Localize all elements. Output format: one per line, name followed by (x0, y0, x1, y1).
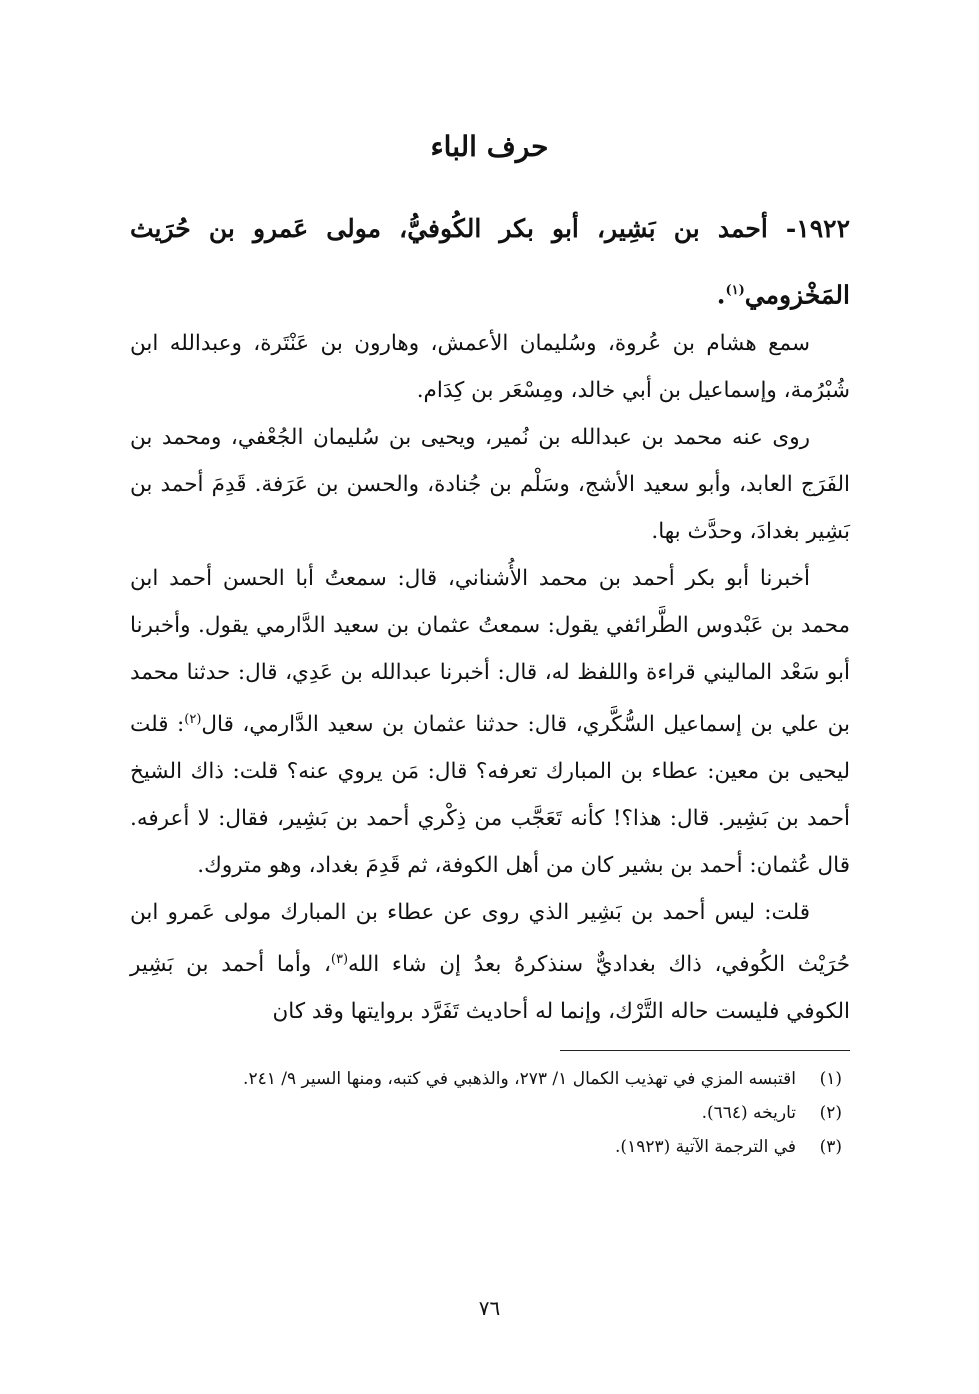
comment-text-a: قلت: ليس أحمد بن بَشِير الذي روى عن عطاء بن المبارك مولى عَمرو ابن حُرَيْث الكُوفي، ذاك بغداديٌّ سنذكرهُ بعدُ إن شاء الله (130, 900, 851, 978)
footnote-ref-1: (١) (725, 283, 745, 298)
footnote-item (130, 1130, 850, 1164)
paragraph-narration (130, 555, 850, 889)
footnote-text: تاريخه (٦٦٤). (701, 1103, 796, 1123)
narration-text-a: أخبرنا أبو بكر أحمد بن محمد الأُشناني، قال: سمعتُ أبا الحسن أحمد ابن محمد بن عَبْدوس الطَّرائفي يقول: سمعتُ عثمان بن سعيد الدَّارمي يقول. وأخبرنا أبو سَعْد الماليني قراءة واللفظ له، قال: أخبرنا عبدالله بن عَدِي، قال: حدثنا محمد بن علي بن إسماعيل السُّكَّري، قال: حدثنا عثمان بن سعيد الدَّارمي، قال (130, 566, 850, 738)
paragraph-teachers: سمع هشام بن عُروة، وسُليمان الأعمش، وهارون بن عَنْتَرة، وعبدالله ابن شُبْرُمة، وإسماعيل بن أبي خالد، ومِسْعَر بن كِدَام. (130, 331, 850, 403)
body-text (130, 320, 850, 1035)
paragraph-comment (130, 889, 850, 1035)
footnote-number: (٣) (819, 1137, 842, 1157)
footnote-divider (560, 1050, 850, 1051)
page-number: ٧٦ (478, 1296, 501, 1320)
footnote-item (130, 1096, 850, 1130)
footnotes (130, 1062, 850, 1164)
entry-title-text: ١٩٢٢- أحمد بن بَشِير، أبو بكر الكُوفيُّ، مولى عَمرو بن حُرَيث المَخْزومي (130, 214, 850, 310)
footnote-number: (١) (819, 1069, 842, 1089)
chapter-heading: حرف الباء (430, 130, 549, 163)
footnote-ref-3: (٣) (330, 952, 349, 968)
comment-text-b: ، وأما أحمد بن بَشِير الكوفي فليست حاله التَّرْك، وإنما له أحاديث تَفَرَّد بروايتها وقد كان (130, 952, 850, 1025)
entry-title (130, 198, 850, 326)
narration-text-b: : قلت ليحيى بن معين: عطاء بن المبارك تعرفه؟ قال: مَن يروي عنه؟ قلت: ذاك الشيخ أحمد بن بَشِير. قال: هذا؟! كأنه تَعَجَّب من ذِكْري أحمد بن بَشِير، فقال: لا أعرفه. قال عُثمان: أحمد بن بشير كان من أهل الكوفة، ثم قَدِمَ بغداد، وهو متروك. (130, 712, 850, 879)
footnote-text: في الترجمة الآتية (١٩٢٣). (615, 1137, 796, 1157)
footnote-ref-2: (٢) (184, 712, 202, 727)
footnote-item (130, 1062, 850, 1096)
entry-title-period: . (716, 280, 726, 310)
footnote-text: اقتبسه المزي في تهذيب الكمال ١/ ٢٧٣، والذهبي في كتبه، ومنها السير ٩/ ٢٤١. (243, 1069, 796, 1089)
footnote-number: (٢) (819, 1103, 842, 1123)
paragraph-students: روى عنه محمد بن عبدالله بن نُمير، ويحيى بن سُليمان الجُعْفي، ومحمد بن الفَرَج العابد، وأبو سعيد الأشج، وسَلْم بن جُنادة، والحسن بن عَرَفة. قَدِمَ أحمد بن بَشِير بغدادَ، وحدَّث بها. (130, 425, 850, 544)
